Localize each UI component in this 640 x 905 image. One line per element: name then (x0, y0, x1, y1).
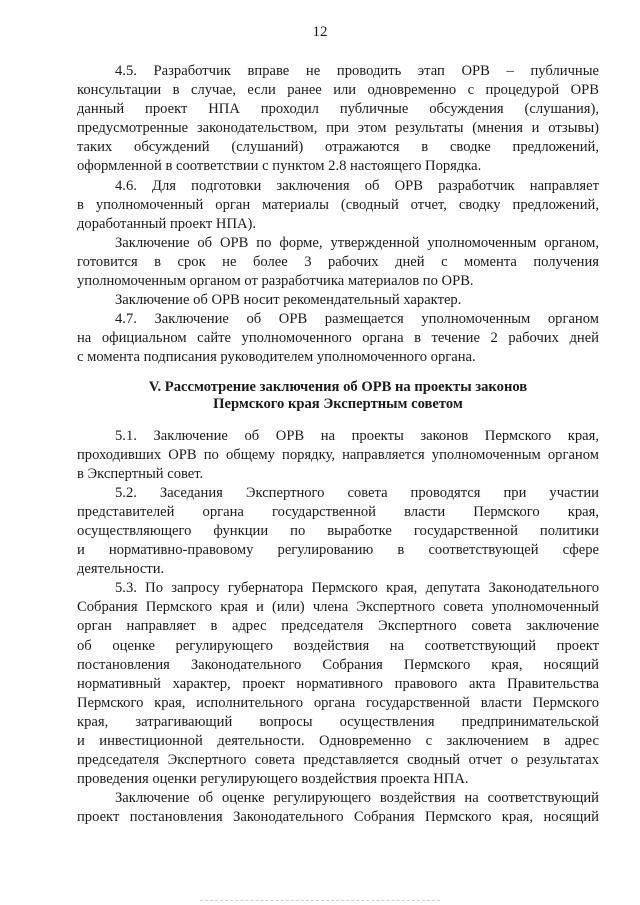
text-line: края, затрагивающий вопросы осуществления предпринимательской (77, 713, 599, 730)
text-line: орган направляет в адрес председателя Экспертного совета заключение (77, 618, 599, 635)
text-line: деятельности. (77, 561, 165, 578)
paragraph (77, 234, 599, 291)
text-line: нормативный характер, проект нормативного правового акта Правительства (77, 675, 599, 692)
text-line: на официальном сайте уполномоченного органа в течение 2 рабочих дней (77, 330, 599, 347)
text-line: Заключение об ОРВ по форме, утвержденной уполномоченным органом, (115, 234, 599, 251)
text-line: 4.7. Заключение об ОРВ размещается уполномоченным органом (115, 311, 599, 328)
text-line: 5.3. По запросу губернатора Пермского края, депутата Законодательного (115, 580, 599, 597)
text-line: уполномоченным органом от разработчика материалов по ОРВ. (77, 273, 474, 290)
page-bottom-edge (200, 900, 440, 902)
paragraph (77, 291, 599, 310)
text-line: представителей органа государственной власти Пермского края, (77, 503, 599, 520)
text-line: Заключение об ОРВ носит рекомендательный характер. (115, 292, 462, 309)
text-line: председателя Экспертного совета представляется сводный отчет о результатах (77, 752, 599, 769)
text-line: оформленной в соответствии с пунктом 2.8 настоящего Порядка. (77, 158, 482, 175)
text-line: с момента подписания руководителем уполномоченного органа. (77, 349, 476, 366)
text-line: и нормативно-правовому регулированию в соответствующей сфере (77, 542, 599, 559)
paragraph (77, 427, 599, 484)
text-line: проведения оценки регулирующего воздействия проекта НПА. (77, 771, 469, 788)
text-line: данный проект НПА проходил публичные обсуждения (слушания), (77, 101, 599, 118)
text-line: в Экспертный совет. (77, 465, 204, 482)
text-line: постановления Законодательного Собрания Пермского края, носящий (77, 656, 599, 673)
section-heading (77, 379, 599, 413)
text-line: об оценке регулирующего воздействия на соответствующий проект (77, 637, 599, 654)
text-line: осуществляющего функции по выработке государственной политики (77, 522, 599, 539)
paragraph (77, 177, 599, 234)
paragraph (77, 310, 599, 367)
paragraph (77, 789, 599, 827)
text-line: 4.5. Разработчик вправе не проводить этап ОРВ – публичные (115, 63, 599, 79)
text-line: таких обсуждений (слушаний) отражаются в сводке предложений, (77, 139, 599, 156)
text-line: и инвестиционной деятельности. Одновременно с заключением в адрес (77, 733, 599, 749)
text-line: Пермского края, исполнительного органа государственной власти Пермского (77, 694, 599, 711)
paragraph (77, 62, 599, 177)
paragraph (77, 579, 599, 789)
section-heading-line: Пермского края Экспертным советом (213, 395, 463, 412)
text-line: готовится в срок не более 3 рабочих дней с момента получения (77, 253, 599, 270)
document-body (77, 62, 599, 827)
text-line: Заключение об оценке регулирующего воздействия на соответствующий (115, 790, 599, 807)
text-line: 5.2. Заседания Экспертного совета проводятся при участии (115, 484, 599, 501)
text-line: Собрания Пермского края и (или) члена Экспертного совета уполномоченный (77, 599, 599, 616)
text-line: предусмотренные законодательством, при этом результаты (мнения и отзывы) (77, 120, 599, 137)
text-line: проект постановления Законодательного Собрания Пермского края, носящий (77, 809, 599, 826)
text-line: проходивших ОРВ по общему порядку, направляется уполномоченным органом (77, 446, 599, 463)
page-number: 12 (312, 24, 328, 40)
text-line: 4.6. Для подготовки заключения об ОРВ разработчик направляет (115, 177, 599, 194)
text-line: доработанный проект НПА). (77, 215, 257, 232)
text-line: консультации в случае, если ранее или одновременно с процедурой ОРВ (77, 82, 599, 99)
paragraph (77, 484, 599, 579)
text-line: 5.1. Заключение об ОРВ на проекты законов Пермского края, (115, 427, 599, 444)
text-line: в уполномоченный орган материалы (сводный отчет, сводку предложений, (77, 196, 599, 213)
section-heading-line: V. Рассмотрение заключения об ОРВ на проекты законов (148, 378, 528, 395)
